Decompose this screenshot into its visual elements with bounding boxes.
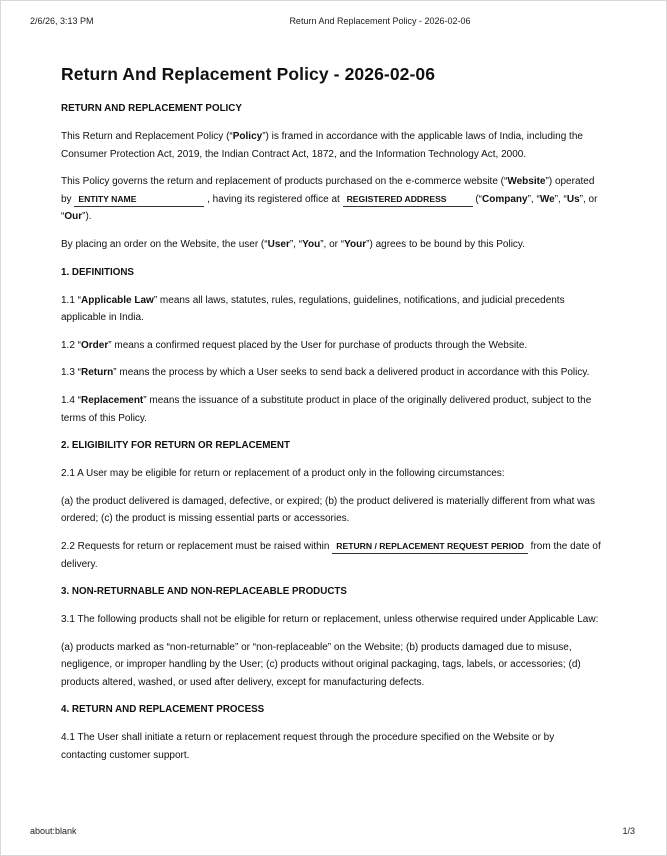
clause-2-1-list: (a) the product delivered is damaged, defective, or expired; (b) the product delivered is materially different from what was ordered; (c) the product is missing essential parts or accessories. (61, 495, 595, 525)
definition-1-3 (61, 364, 601, 382)
defined-term: Replacement (81, 394, 144, 406)
text: ”) is framed in accordance with the applicable laws of India, including the Consumer Protection Act, 2019, the Indian Contract Act, 1872, and the Information Technology Act, 2000. (61, 131, 583, 160)
request-period-blank[interactable]: RETURN / REPLACEMENT REQUEST PERIOD (332, 540, 528, 554)
registered-address-blank[interactable]: REGISTERED ADDRESS (343, 193, 473, 207)
print-page-title: Return And Replacement Policy - 2026-02-06 (289, 16, 471, 26)
text: This Return and Replacement Policy (“ (61, 131, 233, 142)
intro-paragraph-3 (61, 236, 601, 254)
intro-paragraph-2 (61, 173, 601, 226)
definition-1-2 (61, 337, 601, 355)
text: , having its registered office at (204, 193, 343, 205)
section-1-heading: 1. DEFINITIONS (61, 266, 134, 278)
print-datetime: 2/6/26, 3:13 PM (30, 16, 94, 26)
defined-term-we: We (539, 193, 555, 205)
defined-term: Order (81, 339, 109, 351)
text: 1.4 “ (61, 394, 82, 406)
definition-1-1 (61, 292, 601, 327)
text: ” means all laws, statutes, rules, regulations, guidelines, notifications, and judicial precedents applicable in India. (61, 294, 565, 324)
text: (“ (472, 193, 483, 205)
text: ”, “ (289, 238, 303, 250)
defined-term-website: Website (507, 176, 546, 188)
clause-4-1: 4.1 The User shall initiate a return or replacement request through the procedure specified on the Website or by contacting customer support. (61, 732, 555, 762)
text: ”, “ (527, 193, 540, 205)
document-body (61, 62, 601, 775)
defined-term: Return (81, 367, 114, 379)
text: 2.2 Requests for return or replacement must be raised within (61, 540, 333, 552)
text: ” means the process by which a User seeks to send back a delivered product in accordance with this Policy. (113, 367, 590, 379)
defined-term-policy: Policy (232, 131, 263, 142)
text: ”). (82, 211, 92, 223)
print-url: about:blank (30, 826, 77, 836)
text: from the date of delivery. (61, 540, 601, 570)
text: 1.1 “ (61, 294, 82, 306)
defined-term-your: Your (344, 238, 367, 250)
text: 1.3 “ (61, 367, 82, 379)
text: ”) agrees to be bound by this Policy. (366, 238, 525, 250)
intro-paragraph-1 (61, 128, 601, 163)
text: ”) operated by (61, 176, 595, 205)
defined-term-you: You (302, 238, 321, 250)
text: 1.2 “ (61, 339, 82, 351)
defined-term-company: Company (482, 193, 528, 205)
text: ”, “ (554, 193, 567, 205)
clause-2-2 (61, 538, 601, 573)
text: ”, or “ (61, 193, 598, 223)
entity-name-blank[interactable]: ENTITY NAME (74, 193, 204, 207)
text: ” means the issuance of a substitute product in place of the originally delivered product, subject to the terms of this Policy. (61, 394, 592, 424)
section-4-heading: 4. RETURN AND REPLACEMENT PROCESS (61, 704, 265, 716)
policy-heading: RETURN AND REPLACEMENT POLICY (61, 103, 242, 114)
clause-3-1-list: (a) products marked as “non-returnable” or “non-replaceable” on the Website; (b) products damaged due to misuse, negligence, or improper handling by the User; (c) products without original packaging, tags, labels, or accessories; (d) products altered, washed, or used after delivery, except for manufacturing defects. (61, 641, 581, 688)
text: By placing an order on the Website, the user (“ (61, 238, 268, 250)
text: ” means a confirmed request placed by the User for purchase of products through the Website. (108, 339, 528, 351)
defined-term-user: User (267, 238, 290, 250)
text: ”, or “ (320, 238, 345, 250)
text: This Policy governs the return and replacement of products purchased on the e-commerce website (“ (61, 176, 508, 188)
clause-3-1: 3.1 The following products shall not be eligible for return or replacement, unless otherwise required under Applicable Law: (61, 614, 599, 626)
defined-term: Applicable Law (81, 294, 154, 306)
definition-1-4 (61, 392, 601, 427)
section-2-heading: 2. ELIGIBILITY FOR RETURN OR REPLACEMENT (61, 440, 290, 452)
document-title: Return And Replacement Policy - 2026-02-06 (61, 64, 436, 84)
print-page-number: 1/3 (622, 826, 635, 836)
clause-2-1: 2.1 A User may be eligible for return or replacement of a product only in the following circumstances: (61, 468, 505, 480)
defined-term-us: Us (566, 193, 580, 205)
section-3-heading: 3. NON-RETURNABLE AND NON-REPLACEABLE PRODUCTS (61, 586, 347, 598)
defined-term-our: Our (64, 211, 83, 223)
